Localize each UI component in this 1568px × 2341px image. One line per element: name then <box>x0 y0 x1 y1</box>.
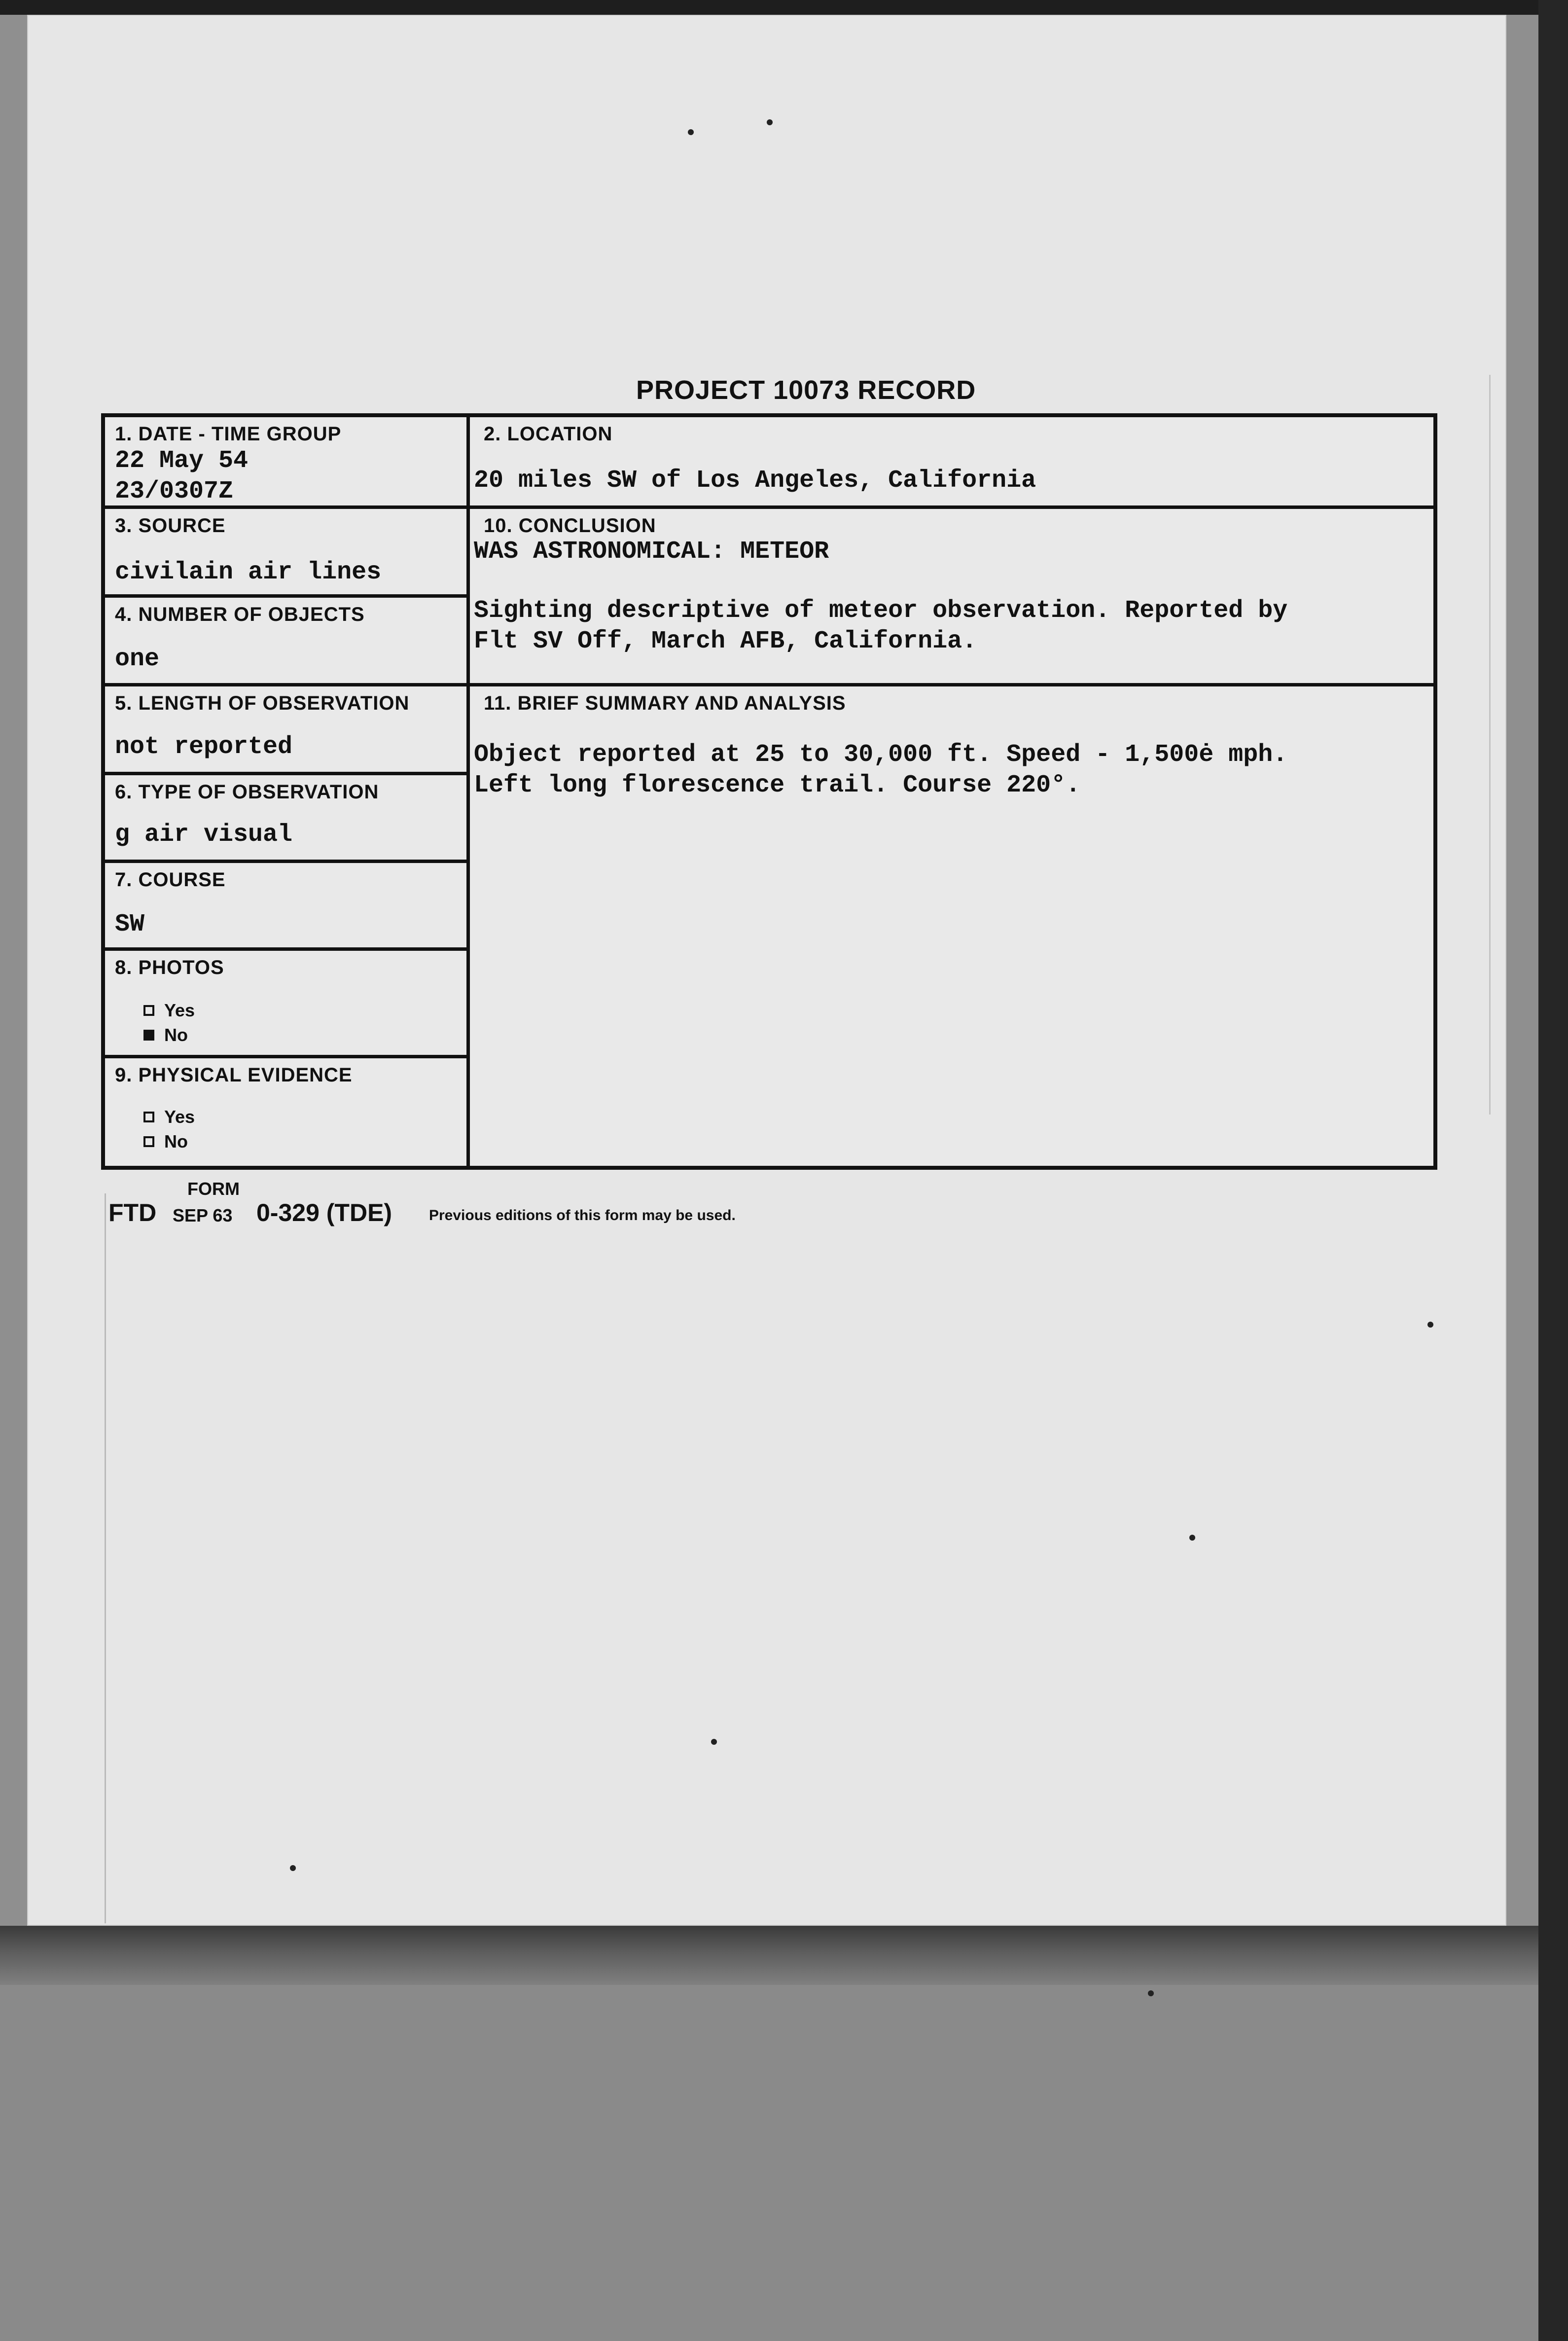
course-value: SW <box>115 910 145 938</box>
record-title: PROJECT 10073 RECORD <box>636 375 976 405</box>
conclusion-label: 10. CONCLUSION <box>484 515 656 537</box>
speck <box>688 129 694 135</box>
summary-value <box>474 740 1287 801</box>
footer-form-word: FORM <box>187 1179 240 1199</box>
footer-form-number: 0-329 (TDE) <box>256 1199 392 1226</box>
physical-yes-label: Yes <box>164 1107 195 1127</box>
photos-yes-row <box>143 1000 195 1021</box>
footer-date: SEP 63 <box>173 1205 233 1225</box>
photos-yes-label: Yes <box>164 1000 195 1020</box>
scan-right-edge <box>1538 0 1568 2341</box>
date-time-label: 1. DATE - TIME GROUP <box>115 423 342 445</box>
type-obs-cell <box>105 775 466 863</box>
date-line: 22 May 54 <box>115 447 249 475</box>
physical-yes-checkbox[interactable] <box>143 1112 154 1122</box>
source-value: civilain air lines <box>115 558 382 586</box>
edge-line <box>1489 375 1491 1115</box>
course-label: 7. COURSE <box>115 869 226 891</box>
lower-sheet <box>0 1985 1538 2341</box>
time-line: 23/0307Z <box>115 477 234 505</box>
location-label: 2. LOCATION <box>484 423 613 445</box>
photos-no-checkbox[interactable] <box>143 1030 154 1041</box>
photos-yes-checkbox[interactable] <box>143 1005 154 1016</box>
summary-label: 11. BRIEF SUMMARY AND ANALYSIS <box>484 692 846 714</box>
speck <box>290 1865 296 1871</box>
column-divider <box>466 417 470 1166</box>
physical-cell <box>105 1058 466 1166</box>
num-objects-cell <box>105 598 466 686</box>
length-label: 5. LENGTH OF OBSERVATION <box>115 692 410 714</box>
conclusion-comment-line: Sighting descriptive of meteor observation. Reported by <box>474 597 1288 625</box>
speck <box>767 119 773 125</box>
summary-cell <box>470 686 1437 1166</box>
conclusion-comment-line: Flt SV Off, March AFB, California. <box>474 627 977 655</box>
length-value: not reported <box>115 733 293 761</box>
date-time-cell <box>105 417 466 509</box>
photos-no-row <box>143 1025 188 1045</box>
physical-label: 9. PHYSICAL EVIDENCE <box>115 1064 353 1086</box>
date-time-value <box>115 446 248 507</box>
source-cell <box>105 509 466 598</box>
num-objects-value: one <box>115 645 160 673</box>
speck <box>1189 1535 1195 1541</box>
footer-note: Previous editions of this form may be used. <box>429 1207 736 1224</box>
physical-no-row <box>143 1131 188 1152</box>
conclusion-cell <box>470 509 1437 686</box>
page-shadow <box>0 1926 1538 1985</box>
length-cell <box>105 686 466 775</box>
speck <box>1427 1322 1433 1328</box>
type-obs-value: g air visual <box>115 821 293 849</box>
footer-ftd: FTD <box>108 1199 157 1226</box>
photos-cell <box>105 951 466 1058</box>
physical-no-checkbox[interactable] <box>143 1136 154 1147</box>
scan-top-edge <box>0 0 1568 15</box>
num-objects-label: 4. NUMBER OF OBJECTS <box>115 604 365 625</box>
photos-label: 8. PHOTOS <box>115 957 224 978</box>
photos-no-label: No <box>164 1025 188 1045</box>
location-cell <box>470 417 1437 509</box>
location-value: 20 miles SW of Los Angeles, California <box>474 467 1036 495</box>
fold-line <box>105 1193 106 1923</box>
summary-line: Object reported at 25 to 30,000 ft. Speed - 1,500ė mph. <box>474 741 1288 769</box>
summary-line: Left long florescence trail. Course 220°. <box>474 771 1081 799</box>
conclusion-value: WAS ASTRONOMICAL: METEOR <box>474 538 829 566</box>
conclusion-comment <box>474 596 1287 657</box>
physical-yes-row <box>143 1107 195 1127</box>
physical-no-label: No <box>164 1131 188 1152</box>
record-form <box>101 413 1437 1170</box>
course-cell <box>105 863 466 951</box>
speck <box>711 1739 717 1745</box>
source-label: 3. SOURCE <box>115 515 226 537</box>
type-obs-label: 6. TYPE OF OBSERVATION <box>115 781 379 803</box>
speck <box>1148 1990 1154 1996</box>
